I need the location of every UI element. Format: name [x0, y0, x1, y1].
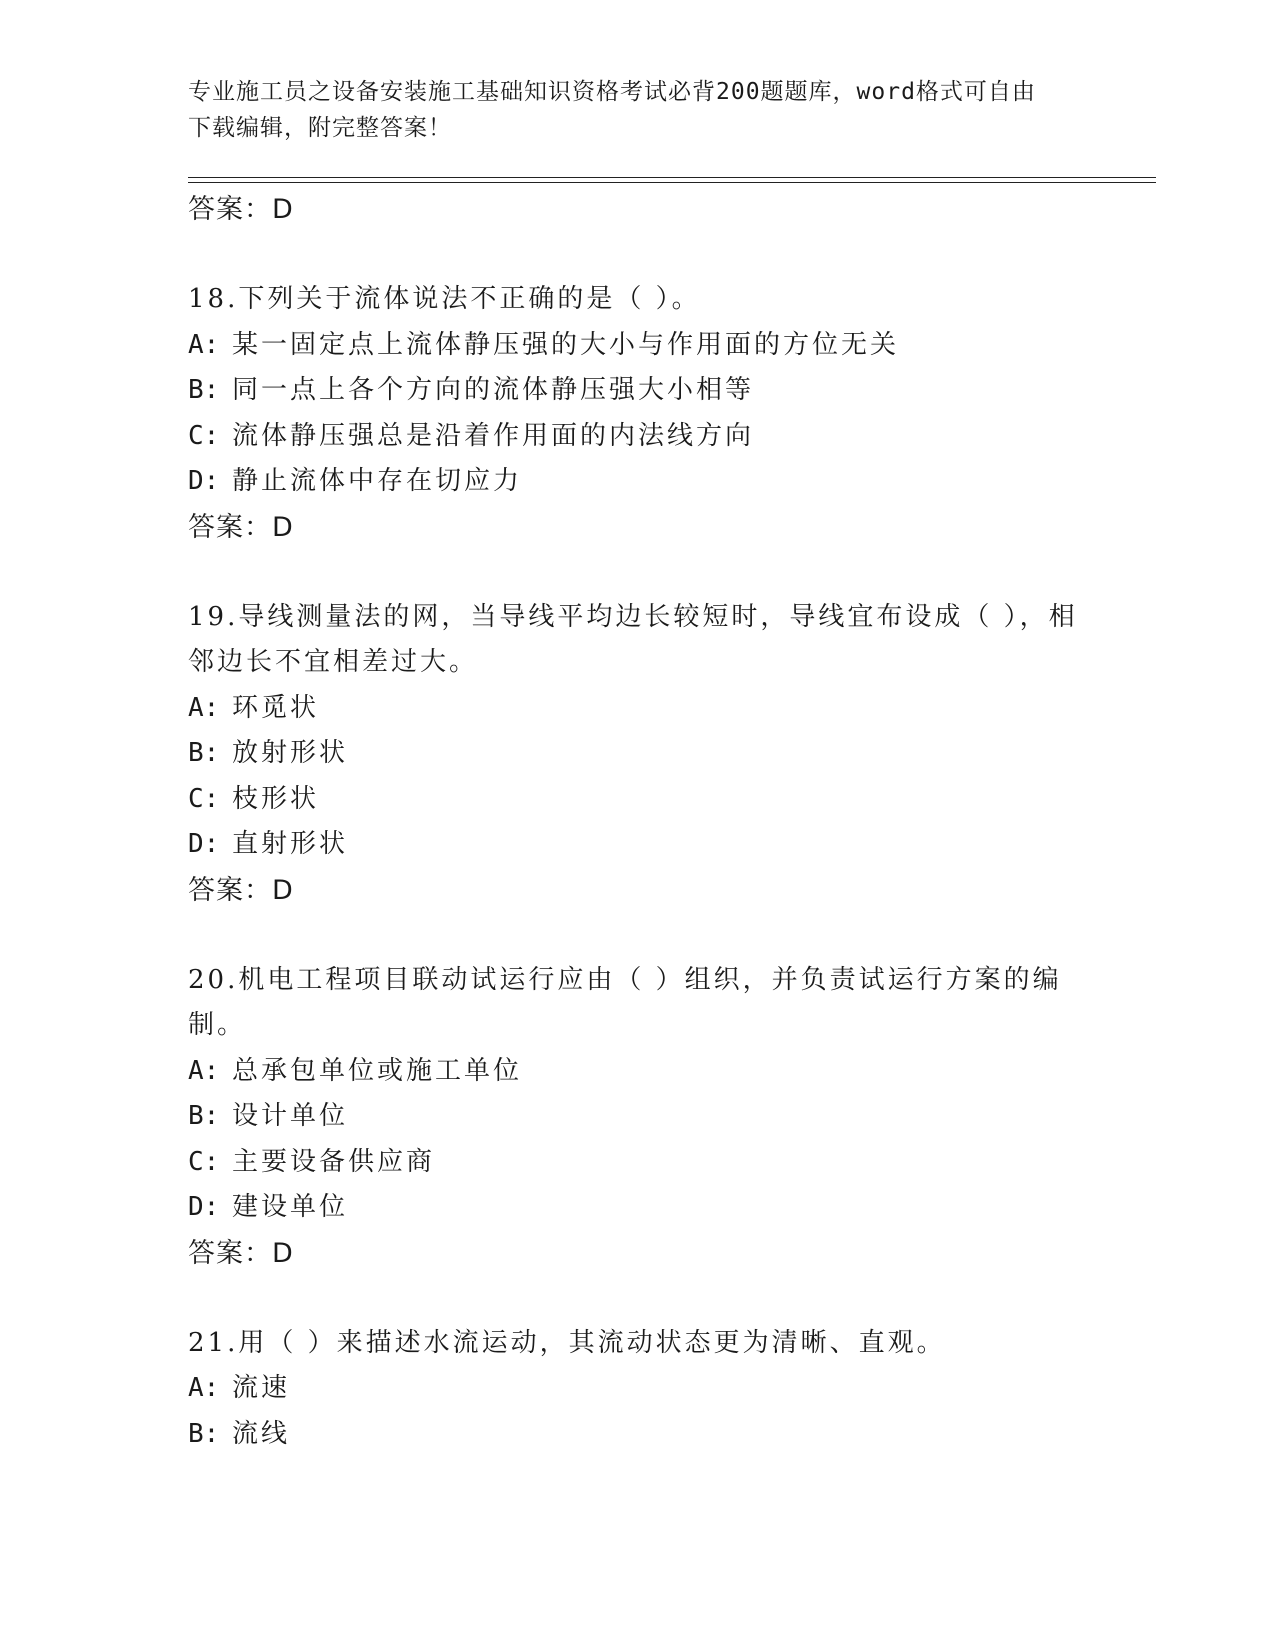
question-block — [188, 1321, 1088, 1458]
option-c — [188, 414, 1088, 460]
option-b — [188, 368, 1088, 414]
option-letter: B: — [188, 738, 220, 768]
option-a — [188, 1366, 1088, 1412]
option-letter: C: — [188, 1146, 220, 1177]
option-letter: B: — [188, 1101, 220, 1131]
document-header — [188, 74, 1068, 146]
option-text: 环觅状 — [232, 692, 320, 723]
answer-line: 答案：D — [188, 874, 294, 906]
option-d — [188, 822, 1088, 868]
option-text: 流线 — [232, 1418, 291, 1449]
option-b — [188, 1094, 1088, 1140]
option-a — [188, 686, 1088, 732]
answer-line: 答案：D — [188, 1237, 294, 1269]
option-letter: A: — [188, 329, 220, 360]
document-body — [188, 187, 1088, 1457]
question-text: 18.下列关于流体说法不正确的是（ ）。 — [188, 284, 701, 314]
option-letter: C: — [188, 783, 220, 814]
option-letter: D: — [188, 466, 220, 496]
header-line-1: 专业施工员之设备安装施工基础知识资格考试必背200题题库，word格式可自由 — [188, 79, 1036, 105]
option-text: 直射形状 — [232, 829, 349, 859]
question-text: 19.导线测量法的网，当导线平均边长较短时，导线宜布设成（ ），相邻边长不宜相差过大。 — [188, 601, 1078, 677]
question-block — [188, 595, 1088, 914]
option-text: 主要设备供应商 — [232, 1146, 436, 1177]
option-letter: B: — [188, 375, 220, 405]
option-letter: A: — [188, 692, 220, 723]
question-block — [188, 277, 1088, 551]
answer-line: 答案：D — [188, 511, 294, 543]
option-b — [188, 1412, 1088, 1458]
option-letter: D: — [188, 829, 220, 859]
option-text: 设计单位 — [232, 1101, 349, 1131]
option-letter: A: — [188, 1373, 220, 1403]
option-letter: A: — [188, 1055, 220, 1086]
option-letter: B: — [188, 1418, 220, 1449]
question-text: 20.机电工程项目联动试运行应由（ ）组织，并负责试运行方案的编制。 — [188, 964, 1062, 1040]
option-text: 同一点上各个方向的流体静压强大小相等 — [232, 375, 755, 405]
option-c — [188, 777, 1088, 823]
option-b — [188, 731, 1088, 777]
answer-line: 答案：D — [188, 194, 294, 225]
option-text: 流速 — [232, 1373, 291, 1403]
option-d — [188, 1185, 1088, 1231]
header-rule-bottom — [188, 182, 1156, 183]
option-letter: C: — [188, 420, 220, 451]
option-text: 某一固定点上流体静压强的大小与作用面的方位无关 — [232, 329, 900, 360]
option-text: 放射形状 — [232, 738, 349, 768]
option-a — [188, 323, 1088, 369]
option-text: 枝形状 — [232, 783, 320, 814]
header-line-2: 下载编辑，附完整答案！ — [188, 115, 452, 141]
option-a — [188, 1049, 1088, 1095]
option-d — [188, 459, 1088, 505]
option-c — [188, 1140, 1088, 1186]
question-text: 21.用（ ）来描述水流运动，其流动状态更为清晰、直观。 — [188, 1327, 946, 1358]
option-text: 流体静压强总是沿着作用面的内法线方向 — [232, 420, 755, 451]
question-block — [188, 958, 1088, 1277]
option-text: 建设单位 — [232, 1192, 349, 1222]
option-text: 总承包单位或施工单位 — [232, 1055, 523, 1086]
option-letter: D: — [188, 1192, 220, 1222]
option-text: 静止流体中存在切应力 — [232, 466, 523, 496]
header-rule-top — [188, 177, 1156, 178]
